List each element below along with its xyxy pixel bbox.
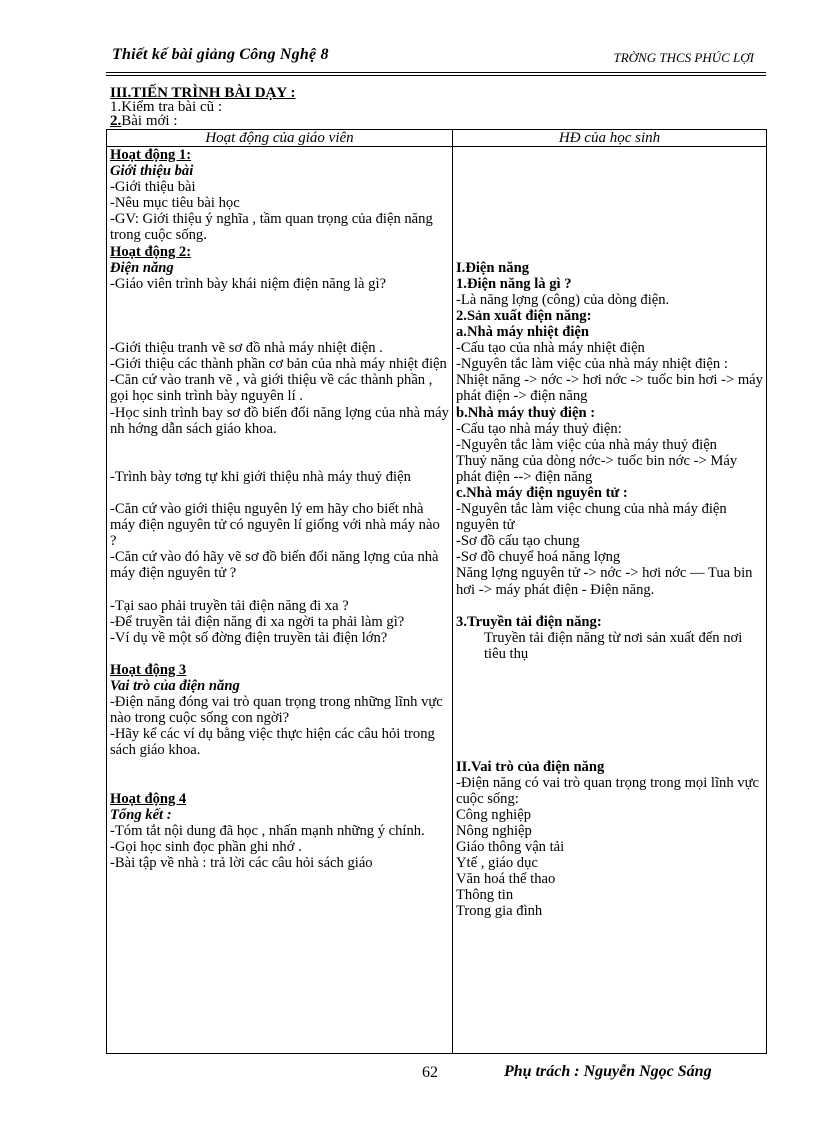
student-subheading: c.Nhà máy điện nguyên tử : [456, 484, 628, 501]
spacer [456, 195, 763, 211]
spacer [456, 179, 763, 195]
spacer [110, 437, 449, 453]
student-line: -Nguyên tắc làm việc chung của nhà máy điện nguyên tử [456, 501, 727, 534]
activity-heading-1: Hoạt động 1: [110, 147, 192, 163]
spacer [456, 742, 763, 758]
student-line: -Sơ đồ cấu tạo chung [456, 533, 580, 550]
spacer [110, 324, 449, 340]
spacer [110, 775, 449, 791]
teacher-line: -Giới thiệu các thành phần cơ bản của nhà máy nhiệt điện [110, 356, 447, 373]
table-header-row [107, 130, 767, 147]
student-subheading: b.Nhà máy thuỷ điện : [456, 404, 596, 421]
header-school: TRỜNG THCS PHÚC LỢI [613, 50, 754, 65]
teacher-line: -Trình bày tơng tự khi giới thiệu nhà máy thuỷ điện [110, 468, 411, 485]
teacher-line: -Nêu mục tiêu bài học [110, 195, 240, 212]
student-line: -Nguyên tắc làm việc của nhà máy thuỷ điện [456, 436, 717, 453]
teacher-line: -Giáo viên trình bày khái niệm điện năng là gì? [110, 275, 386, 292]
spacer [456, 662, 763, 678]
spacer [110, 292, 449, 308]
student-line: Trong gia đình [456, 903, 543, 920]
spacer [456, 163, 763, 179]
activity-heading-3: Hoạt động 3 [110, 662, 187, 678]
student-line: Văn hoá thể thao [456, 871, 556, 888]
student-line: Giáo thông vận tải [456, 839, 565, 856]
teacher-line: -Bài tập về nhà : trả lời các câu hỏi sách giáo [110, 855, 373, 872]
spacer [110, 582, 449, 598]
student-subheading: 2.Sản xuất điện năng: [456, 307, 592, 324]
spacer [456, 211, 763, 227]
activity-subtitle-4: Tổng kết : [110, 806, 172, 823]
teacher-line: -Giới thiệu bài [110, 179, 196, 196]
student-line: Ytế , giáo dục [456, 855, 538, 872]
teacher-line: -Tóm tắt nội dung đã học , nhấn mạnh những ý chính. [110, 822, 425, 839]
teacher-line: -Hãy kể các ví dụ bằng việc thực hiện các câu hỏi trong sách giáo khoa. [110, 726, 435, 759]
student-line: -Điện năng có vai trò quan trọng trong mọi lĩnh vực cuộc sống: [456, 774, 759, 807]
teacher-line: -Căn cứ vào tranh vẽ , và giới thiệu về các thành phần , gọi học sinh trình bày nguyên lí . [110, 372, 433, 405]
teacher-line: -Điện năng đóng vai trò quan trọng trong những lĩnh vực nào trong cuộc sống con ngời? [110, 694, 443, 727]
spacer [456, 147, 763, 163]
student-subheading: a.Nhà máy nhiệt điện [456, 324, 589, 341]
student-line: -Cấu tạo nhà máy thuỷ điện: [456, 420, 622, 437]
student-line: Công nghiệp [456, 806, 531, 823]
spacer [110, 759, 449, 775]
spacer [456, 227, 763, 243]
student-line: -Là năng lợng (công) của dòng điện. [456, 291, 670, 308]
section-review: 1.Kiểm tra bài cũ : [110, 99, 223, 115]
spacer [456, 244, 763, 260]
spacer [110, 646, 449, 662]
student-line: Năng lợng nguyên tử -> nớc -> hơi nớc — Tua bin hơi -> máy phát điện - Điện năng. [456, 565, 753, 598]
activity-heading-4: Hoạt động 4 [110, 790, 187, 807]
student-heading-2: II.Vai trò của điện năng [456, 758, 605, 775]
spacer [456, 726, 763, 742]
student-subheading: 1.Điện năng là gì ? [456, 275, 572, 292]
student-column-header: HĐ của học sinh [453, 130, 767, 147]
activity-subtitle-1: Giới thiệu bài [110, 163, 194, 180]
teacher-line: -Giới thiệu tranh vẽ sơ đồ nhà máy nhiệt điện . [110, 340, 383, 357]
student-heading-1: I.Điện năng [456, 259, 529, 276]
section-lesson-progress: III.TIẾN TRÌNH BÀI DẠY : [110, 85, 296, 101]
teacher-line: -Căn cứ vào giới thiệu nguyên lý em hãy cho biết nhà máy điện nguyên tử có nguyên lí giống với nhà máy nào ? [110, 501, 440, 550]
section-new-lesson-number: 2. [110, 113, 122, 129]
spacer [456, 678, 763, 694]
header-title: Thiết kế bài giảng Công Nghệ 8 [112, 46, 329, 63]
activity-heading-2: Hoạt động 2: [110, 243, 192, 260]
activity-table [106, 129, 767, 1054]
student-subheading: 3.Truyền tải điện năng: [456, 613, 602, 630]
spacer [110, 308, 449, 324]
section-new-lesson-text: Bài mới : [121, 113, 178, 129]
student-activities [453, 147, 767, 1054]
table-body-row [107, 147, 767, 1054]
spacer [110, 485, 449, 501]
header-rule [106, 72, 766, 73]
teacher-line: -Gọi học sinh đọc phần ghi nhớ . [110, 839, 302, 856]
student-line: -Sơ đồ chuyể hoá năng lợng [456, 549, 621, 566]
activity-subtitle-2: Điện năng [110, 259, 174, 276]
footer-author: Phụ trách : Nguyễn Ngọc Sáng [504, 1063, 712, 1080]
spacer [456, 598, 763, 614]
teacher-line: -Để truyền tải điện năng đi xa ngời ta phải làm gì? [110, 613, 405, 630]
teacher-column-header: Hoạt động của giáo viên [107, 130, 453, 147]
spacer [456, 694, 763, 710]
student-line: Thông tin [456, 887, 514, 904]
student-line: -Cấu tạo của nhà máy nhiệt điện [456, 340, 645, 357]
student-line: -Nguyên tắc làm việc của nhà máy nhiệt điện : [456, 356, 728, 373]
teacher-line: -Học sinh trình bay sơ đồ biến đổi năng lợng của nhà máy nh hớng dẫn sách giáo khoa. [110, 404, 449, 437]
spacer [456, 710, 763, 726]
section-new-lesson [110, 114, 178, 129]
header-rule-thin [106, 75, 766, 76]
student-line: Truyền tải điện năng từ nơi sản xuất đến nơi tiêu thụ [484, 629, 743, 662]
page-number: 62 [422, 1064, 438, 1081]
teacher-line: -Tại sao phải truyền tải điện năng đi xa ? [110, 597, 349, 614]
activity-subtitle-3: Vai trò của điện năng [110, 678, 240, 695]
teacher-line: -Căn cứ vào đó hãy vẽ sơ đồ biến đổi năng lợng của nhà máy điện nguyên tử ? [110, 549, 439, 582]
spacer [110, 453, 449, 469]
teacher-line: -Ví dụ về một số đờng điện truyền tải điện lớn? [110, 629, 388, 646]
student-line: Nhiệt năng -> nớc -> hơi nớc -> tuốc bin hơi -> máy phát điện -> điện năng [456, 372, 763, 405]
student-line: Thuỷ năng của dòng nớc-> tuốc bin nớc -> Máy phát điện --> điện năng [456, 452, 738, 485]
teacher-line: -GV: Giới thiệu ý nghĩa , tầm quan trọng của điện năng trong cuộc sống. [110, 211, 433, 244]
teacher-activities [107, 147, 453, 1054]
student-line: Nông nghiệp [456, 822, 532, 839]
